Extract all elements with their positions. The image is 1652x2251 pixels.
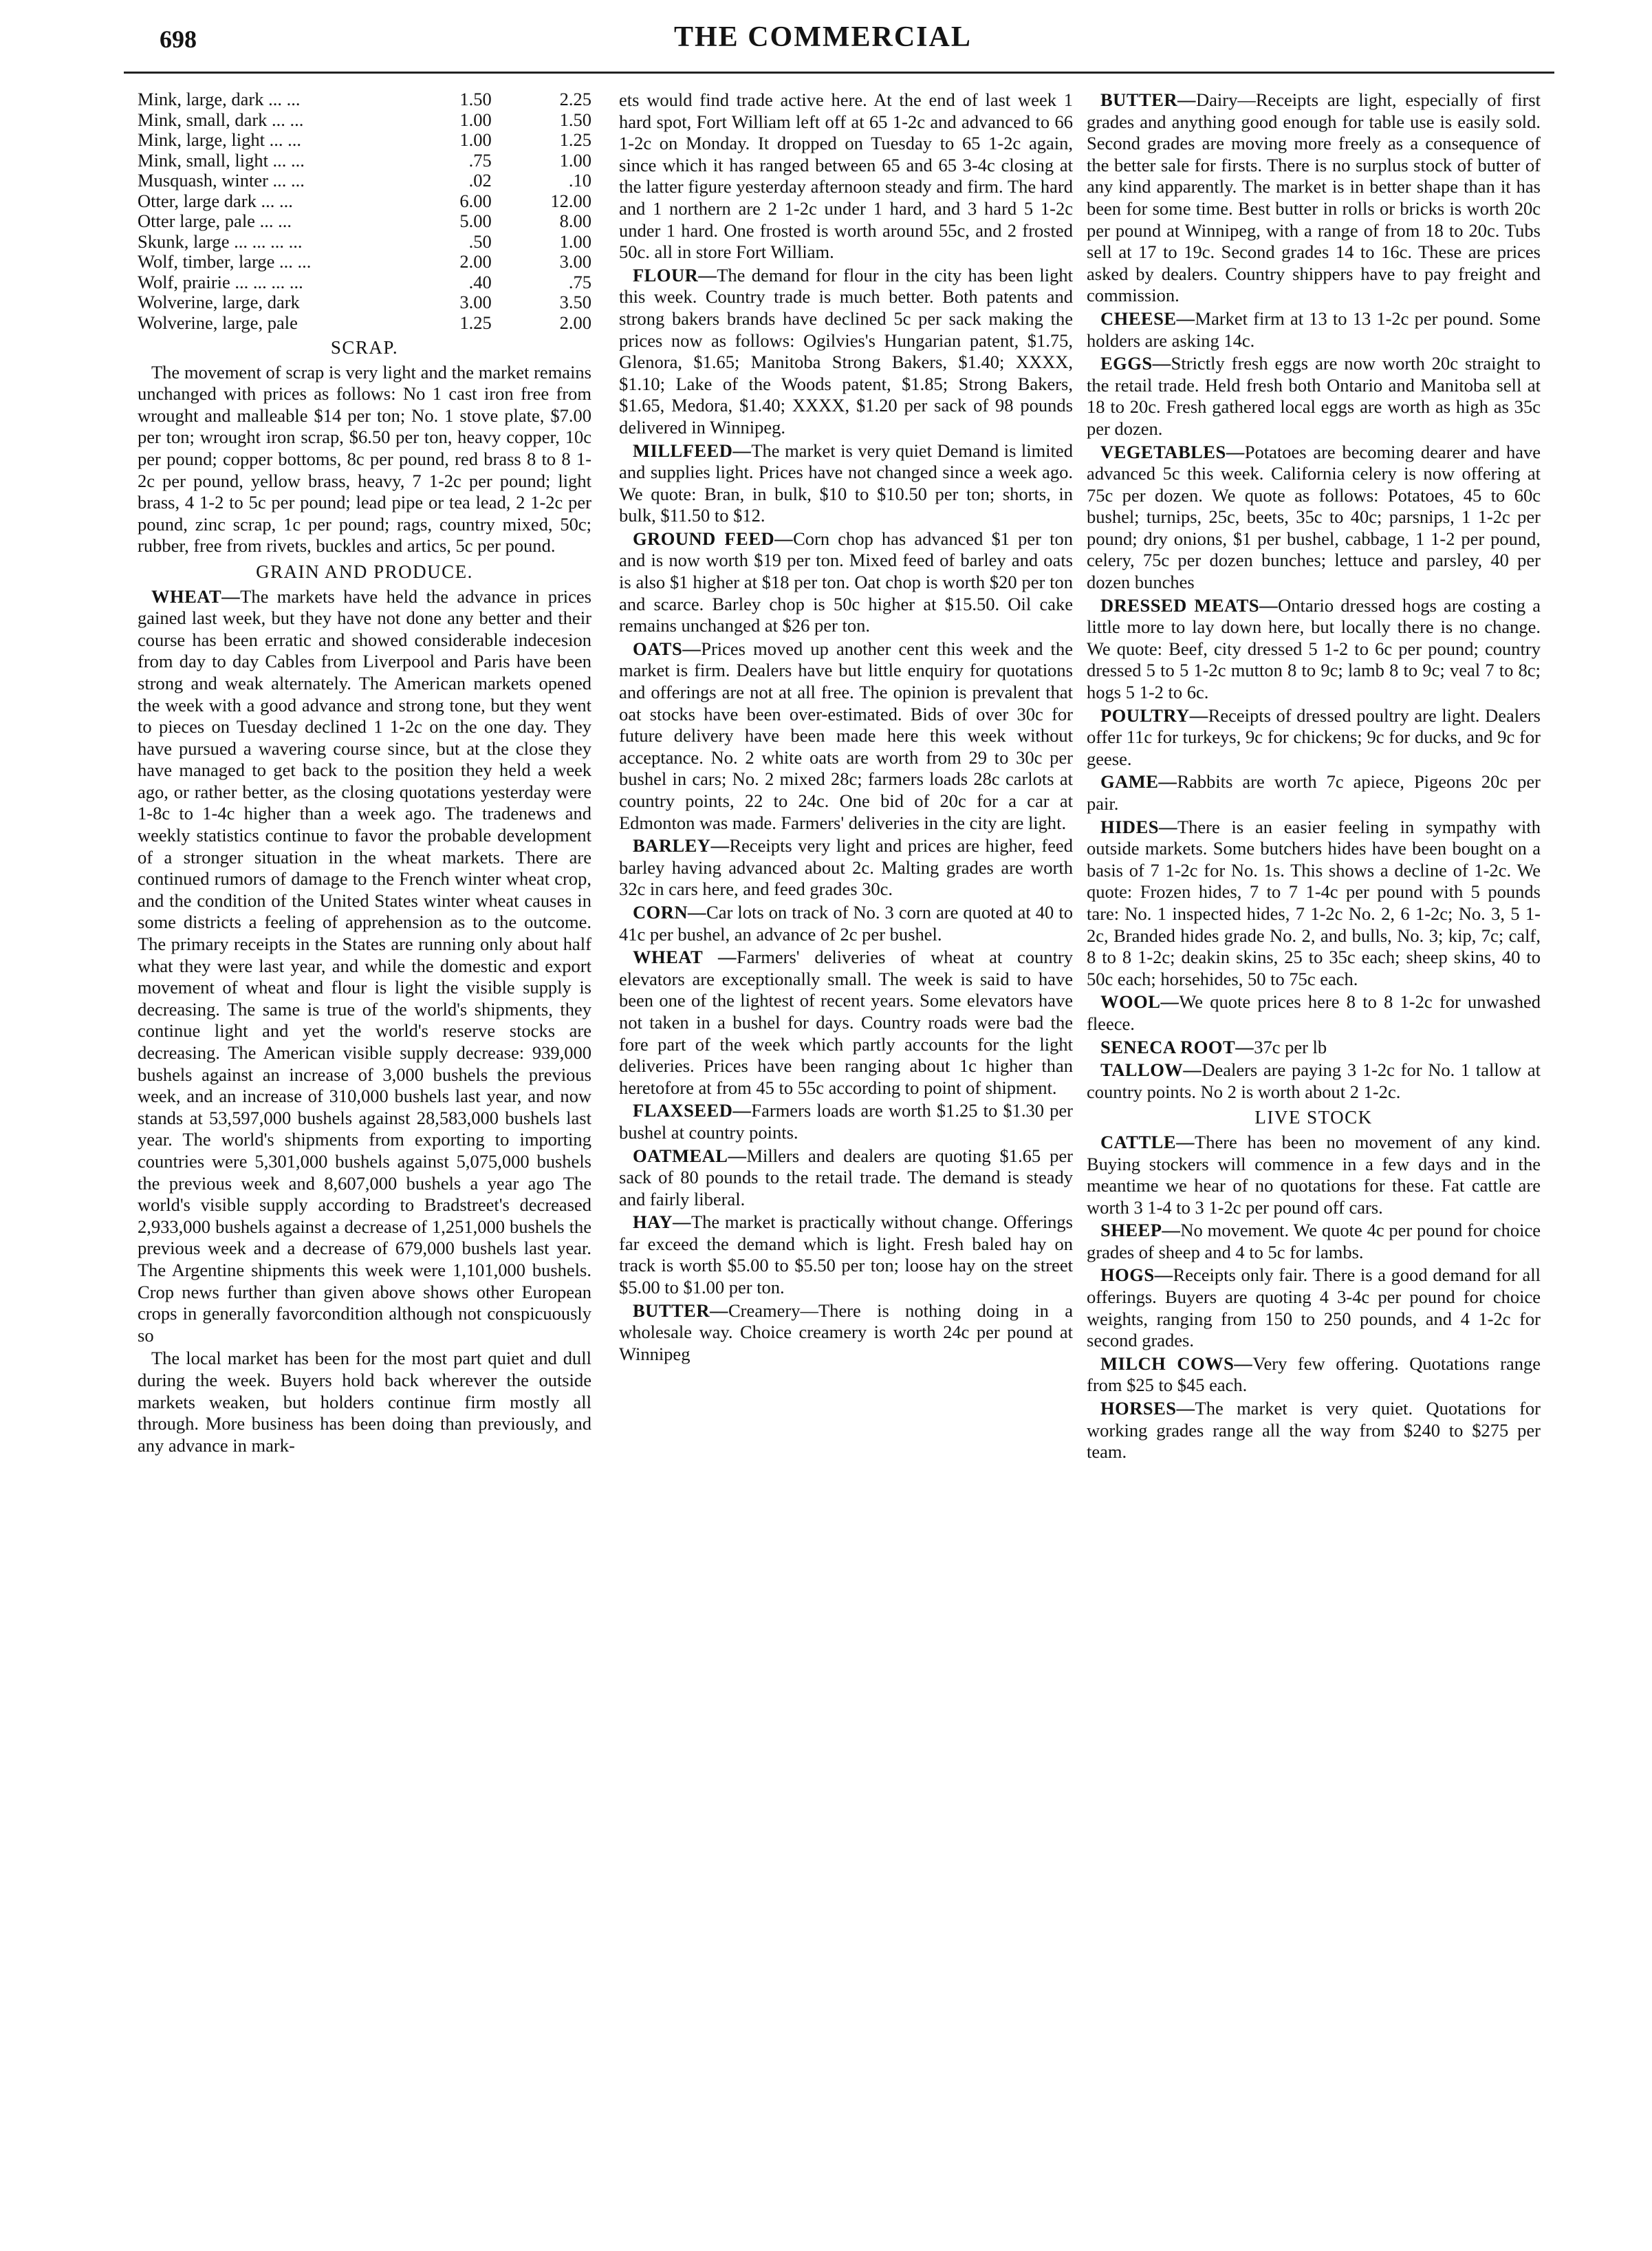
game-text: Rabbits are worth 7c apiece, Pigeons 20c per pair. <box>1087 771 1541 814</box>
game-paragraph <box>1087 771 1541 815</box>
fur-high-price: 3.00 <box>559 251 591 272</box>
wool-paragraph <box>1087 991 1541 1035</box>
cheese-text: Market firm at 13 to 13 1-2c per pound. Some holders are asking 14c. <box>1087 308 1541 351</box>
corn-lead: CORN— <box>633 901 707 923</box>
fur-item-name: Skunk, large ... ... ... ... <box>138 230 303 252</box>
cheese-lead: CHEESE— <box>1100 308 1195 329</box>
corn-paragraph <box>619 902 1073 945</box>
column-3 <box>1087 89 1541 1465</box>
seneca-root-text: 37c per lb <box>1254 1036 1327 1057</box>
fur-high-price: 3.50 <box>559 292 591 312</box>
fur-high-price: 2.00 <box>559 312 591 333</box>
eggs-text: Strictly fresh eggs are now worth 20c straight to the retail trade. Held fresh both Ontario and Manitoba sell at 18 to 20c. Fresh gathered local eggs are worth as high as 35c per dozen. <box>1087 353 1541 439</box>
fur-item-name: Mink, small, dark ... ... <box>138 109 304 130</box>
wheat-country-text: Farmers' deliveries of wheat at country elevators are exceptionally small. The week is said to have been one of the lightest of recent years. Some elevators have not taken in a bushel for days. Country roads were bad the fore part of the week which partly accounts for the light deliveries. Prices have been ranging about 1c higher than heretofore at from 45 to 55c according to point of shipment. <box>619 947 1074 1098</box>
sheep-text: No movement. We quote 4c per pound for choice grades of sheep and 4 to 5c for lambs. <box>1087 1220 1541 1262</box>
hay-text: The market is practically without change. Offerings far exceed the demand which is light. Fresh baled hay on track is worth $5.00 to $5.50 per ton; loose hay on the street $5.00 to $1.00 per ton. <box>619 1211 1073 1298</box>
column-1 <box>138 89 591 1458</box>
fur-price-row <box>138 171 591 191</box>
fur-price-table <box>138 89 591 333</box>
local-market-paragraph: The local market has been for the most part quiet and dull during the week. Buyers hold back wherever the outside markets weaken, but holders continue firm mostly all through. More business has been doing than previously, and any advance in mark- <box>138 1348 591 1456</box>
fur-price-row <box>138 191 591 212</box>
flaxseed-paragraph <box>619 1100 1073 1143</box>
cattle-lead: CATTLE— <box>1100 1131 1195 1152</box>
eggs-lead: EGGS— <box>1100 353 1171 374</box>
millfeed-text: The market is very quiet Demand is limited and supplies light. Prices have not changed since a week ago. We quote: Bran, in bulk, $10 to $10.50 per ton; shorts, in bulk, $11.50 to $12. <box>619 440 1073 526</box>
poultry-text: Receipts of dressed poultry are light. Dealers offer 11c for turkeys, 9c for chickens; 9c for ducks, and 9c for geese. <box>1087 704 1541 769</box>
seneca-root-paragraph <box>1087 1037 1541 1059</box>
wheat-country-lead: WHEAT — <box>633 947 737 968</box>
barley-text: Receipts very light and prices are higher, feed barley having advanced about 2c. Malting grades are worth 32c in cars here, and feed grades 30c. <box>619 835 1073 900</box>
vegetables-lead: VEGETABLES— <box>1100 441 1245 462</box>
scrap-heading: SCRAP. <box>330 337 399 358</box>
oatmeal-text: Millers and dealers are quoting $1.65 per sack of 80 pounds to the retail trade. The demand is steady and fairly liberal. <box>619 1145 1073 1209</box>
oats-text: Prices moved up another cent this week and the market is firm. Dealers have but little enquiry for quotations and offerings are not at all free. The opinion is prevalent that oat stocks have been over-estimated. Bids of over 30c for future delivery have been made here this week without acceptance. No. 2 white oats are worth from 29 to 30c per bushel in cars; No. 2 mixed 28c; farmers loads 28c carlots at country points, 22 to 24c. One bid of 20c for a car at Edmonton was made. Farmers' deliveries in the city are light. <box>619 638 1073 833</box>
fur-item-name: Wolf, timber, large ... ... <box>138 251 312 272</box>
seneca-root-lead: SENECA ROOT— <box>1100 1036 1254 1057</box>
live-stock-heading: LIVE STOCK <box>1254 1107 1373 1128</box>
wheat-country-paragraph <box>619 947 1073 1099</box>
oats-paragraph <box>619 638 1073 834</box>
fur-item-name: Otter large, pale ... ... <box>138 211 292 231</box>
fur-high-price: 1.25 <box>559 129 591 150</box>
hay-lead: HAY— <box>633 1211 691 1233</box>
page-number: 698 <box>160 25 197 53</box>
fur-item-name: Musquash, winter ... ... <box>138 170 305 191</box>
fur-high-price: 12.00 <box>550 190 591 211</box>
fur-low-price: .02 <box>468 170 492 191</box>
hogs-paragraph <box>1087 1264 1541 1351</box>
fur-high-price: 2.25 <box>559 89 591 109</box>
oatmeal-paragraph <box>619 1145 1073 1211</box>
ground-feed-paragraph <box>619 528 1073 637</box>
ground-feed-lead: GROUND FEED— <box>633 528 794 549</box>
fur-item-name: Otter, large dark ... ... <box>138 190 293 211</box>
butter-creamery-paragraph <box>619 1300 1073 1366</box>
cheese-paragraph <box>1087 308 1541 352</box>
ground-feed-text: Corn chop has advanced $1 per ton and is now worth $19 per ton. Mixed feed of barley and oats is also $1 higher at $18 per ton. Oat chop is worth $20 per ton and scarce. Barley chop is 50c higher at $15.50. Oil cake remains unchanged at $26 per ton. <box>619 528 1073 636</box>
game-lead: GAME— <box>1100 771 1177 793</box>
wheat-lead: WHEAT— <box>151 585 241 607</box>
fur-price-row <box>138 232 591 252</box>
fur-price-row <box>138 252 591 272</box>
eggs-paragraph <box>1087 353 1541 440</box>
tallow-paragraph <box>1087 1059 1541 1103</box>
vegetables-paragraph <box>1087 442 1541 594</box>
fur-low-price: .75 <box>468 149 492 171</box>
sheep-lead: SHEEP— <box>1100 1220 1181 1241</box>
fur-low-price: 1.00 <box>459 109 492 130</box>
fur-price-row <box>138 211 591 232</box>
butter-creamery-lead: BUTTER— <box>633 1300 728 1321</box>
fur-low-price: 1.50 <box>459 89 492 109</box>
fur-low-price: .40 <box>468 271 492 292</box>
cattle-text: There has been no movement of any kind. Buying stockers will commence in a few days and in the meantime we hear of no quotations for these. Fat cattle are worth 3 1-4 to 3 1-2c per pound off cars. <box>1087 1131 1541 1218</box>
fur-price-row <box>138 272 591 293</box>
flour-lead: FLOUR— <box>633 264 717 286</box>
fur-low-price: .50 <box>468 230 492 252</box>
fur-item-name: Mink, large, dark ... ... <box>138 89 301 109</box>
fur-low-price: 5.00 <box>459 211 492 231</box>
fur-high-price: .10 <box>568 170 591 191</box>
tallow-text: Dealers are paying 3 1-2c for No. 1 tallow at country points. No 2 is worth about 2 1-2c. <box>1087 1059 1541 1102</box>
fur-item-name: Wolverine, large, dark <box>138 292 300 312</box>
horses-paragraph <box>1087 1398 1541 1463</box>
fur-high-price: 1.00 <box>559 149 591 171</box>
fur-low-price: 6.00 <box>459 190 492 211</box>
millfeed-paragraph <box>619 440 1073 527</box>
fur-price-row <box>138 110 591 131</box>
barley-lead: BARLEY— <box>633 835 730 857</box>
horses-lead: HORSES— <box>1100 1398 1195 1419</box>
wool-lead: WOOL— <box>1100 991 1180 1013</box>
column-2 <box>619 89 1073 1366</box>
vegetables-text: Potatoes are becoming dearer and have advanced 5c this week. California celery is now offering at 75c per dozen. We quote as follows: Potatoes, 45 to 60c bushel; turnips, 25c, beets, 35c to 40c; parsnips, 1 1-2c per pound; dry onions, $1 per bushel, cabbage, 1 1-2 per pound, celery, 75c per dozen bunches; lettuce and parsley, 40 per dozen bunches <box>1087 441 1541 593</box>
header-rule <box>124 72 1554 74</box>
sheep-paragraph <box>1087 1220 1541 1263</box>
flaxseed-text: Farmers loads are worth $1.25 to $1.30 per bushel at country points. <box>619 1100 1073 1143</box>
fur-item-name: Wolverine, large, pale <box>138 312 298 333</box>
butter-creamery-text: Creamery—There is nothing doing in a wholesale way. Choice creamery is worth 24c per pound at Winnipeg <box>619 1300 1073 1364</box>
oats-lead: OATS— <box>633 638 702 659</box>
tallow-lead: TALLOW— <box>1100 1059 1202 1081</box>
flour-paragraph <box>619 265 1073 439</box>
milch-cows-paragraph <box>1087 1353 1541 1397</box>
fur-high-price: .75 <box>568 271 591 292</box>
fur-price-row <box>138 151 591 171</box>
fur-price-row <box>138 292 591 313</box>
hogs-lead: HOGS— <box>1100 1264 1173 1286</box>
dressed-meats-text: Ontario dressed hogs are costing a little more to lay down here, but locally there is no change. We quote: Beef, city dressed 5 1-2 to 6c per pound; country dressed 5 to 5 1-2c mutton 8 to 9c; lamb 8 to 9c; veal 7 to 8c; hogs 5 1-2 to 6c. <box>1087 594 1541 703</box>
fur-item-name: Mink, small, light ... ... <box>138 149 305 171</box>
fur-high-price: 8.00 <box>559 211 591 231</box>
fur-high-price: 1.00 <box>559 230 591 252</box>
fur-price-row <box>138 89 591 110</box>
hay-paragraph <box>619 1211 1073 1298</box>
fur-high-price: 1.50 <box>559 109 591 130</box>
wheat-text: The markets have held the advance in prices gained last week, but they have not done any better and their course has been erratic and showed considerable indecesion from day to day Cables from Liverpool and Paris have been strong and weak alternately. The American markets opened the week with a good advance and strong tone, but they went to pieces on Tuesday declined 1 1-2c on the one day. They have pursued a wavering course since, but at the close they have managed to get back to the position they held a week ago, or rather better, as the closing quotations yesterday were 1-8c to 1-4c higher than a week ago. The tradenews and weekly statistics continue to favor the probable development of a stronger situation in the wheat markets. There are continued rumors of damage to the French winter wheat crop, and the condition of the United States winter wheat causes in some districts a feeling of apprehension as to the outcome. The primary receipts in the States are running only about half what they were last year, and while the domestic and export movement of wheat and flour is light the visible supply is decreasing. The same is true of the world's shipments, they continue light and yet the world's reserve stocks are decreasing. The American visible supply decrease: 939,000 bushels against an increase of 3,000 bushels the previous week, and an increase of 310,000 bushels last year, and now stands at 53,597,000 bushels against 28,583,000 bushels last year. The world's shipments from exporting to importing countries were 5,301,000 bushels against 5,075,000 bushels the previous week and 8,607,000 bushels a year ago The world's visible supply according to Bradstreet's decreased 2,933,000 bushels against a decrease of 1,251,000 bushels the previous week and a decrease of 679,000 bushels last year. The Argentine shipments this week were 1,101,000 bushels. Crop news further than given above shows other European crops in generally favorcondition although not conspicuously so <box>138 585 591 1346</box>
milch-cows-lead: MILCH COWS— <box>1100 1353 1253 1374</box>
butter-dairy-text: Dairy—Receipts are light, especially of first grades and anything good enough for table use is easily sold. Second grades are moving more freely as a consequence of the better sale for firsts. There is no surplus stock of butter of any kind apparently. The market is in better shape than it has been for some time. Best butter in rolls or bricks is worth 20c per pound at Winnipeg, with a range of from 18 to 20c. Tubs sell at 17 to 19c. Second grades 14 to 16c. These are prices asked by dealers. Country shippers have to pay freight and commission. <box>1087 89 1541 306</box>
wheat-continued-paragraph: ets would find trade active here. At the end of last week 1 hard spot, Fort William left off at 65 1-2c and advanced to 66 1-2c on Monday. It dropped on Tuesday to 65 1-2c again, since which it has ranged between 65 and 65 3-4c closing at the latter figure yesterday afternoon steady and firm. The hard and 1 northern are 2 1-2c under 1 hard, and 3 hard 5 1-2c under 1 hard. One frosted is worth around 55c, and 2 frosted 50c. all in store Fort William. <box>619 89 1073 263</box>
hides-text: There is an easier feeling in sympathy with outside markets. Some butchers hides have been bought on a basis of 7 1-2c for No. 1s. This shows a decline of 1-2c. We quote: Frozen hides, 7 to 7 1-4c per pound with 5 pounds tare: No. 1 inspected hides, 7 1-2c No. 2, 6 1-2c; No. 3, 5 1-2c, Branded hides grade No. 2, and bulls, No. 3; kip, 7c; calf, 8 to 8 1-2c; deakin skins, 25 to 35c each; sheep skins, 40 to 50c each; horsehides, 50 to 75c each. <box>1087 816 1541 989</box>
scrap-paragraph: The movement of scrap is very light and the market remains unchanged with prices as follows: No 1 cast iron free from wrought and malleable $14 per ton; No. 1 stove plate, $7.00 per ton; wrought iron scrap, $6.50 per ton, heavy copper, 10c per pound; copper bottoms, 8c per pound, red brass 8 to 8 1-2c per pound, yellow brass, heavy, 7 1-2c per pound; light brass, 4 1-2 to 5c per pound; lead pipe or tea lead, 2 1-2c per pound, zinc scrap, 1c per pound; rags, country mixed, 50c; rubber, free from rivets, buckles and artics, 5c per pound. <box>138 361 591 557</box>
fur-price-row <box>138 313 591 334</box>
fur-item-name: Wolf, prairie ... ... ... ... <box>138 271 303 292</box>
fur-price-row <box>138 130 591 151</box>
butter-dairy-lead: BUTTER— <box>1100 89 1196 110</box>
fur-low-price: 3.00 <box>459 292 492 312</box>
hides-lead: HIDES— <box>1100 816 1177 837</box>
page-title: THE COMMERCIAL <box>674 21 972 53</box>
flaxseed-lead: FLAXSEED— <box>633 1100 752 1121</box>
corn-text: Car lots on track of No. 3 corn are quoted at 40 to 41c per bushel, an advance of 2c per bushel. <box>619 901 1073 945</box>
grain-produce-heading: GRAIN AND PRODUCE. <box>256 561 473 582</box>
poultry-lead: POULTRY— <box>1100 704 1208 726</box>
dressed-meats-paragraph <box>1087 595 1541 704</box>
poultry-paragraph <box>1087 705 1541 771</box>
wool-text: We quote prices here 8 to 8 1-2c for unwashed fleece. <box>1087 991 1541 1034</box>
dressed-meats-lead: DRESSED MEATS— <box>1100 594 1279 616</box>
milch-cows-text: Very few offering. Quotations range from $25 to $45 each. <box>1087 1353 1541 1396</box>
oatmeal-lead: OATMEAL— <box>633 1145 747 1166</box>
barley-paragraph <box>619 835 1073 901</box>
wheat-paragraph <box>138 586 591 1347</box>
flour-text: The demand for flour in the city has been light this week. Country trade is much better. Both patents and strong bakers brands have declined 5c per sack making the prices now as follows: Ogilvies's Hungarian patent, $1.75, Glenora, $1.65; Manitoba Strong Bakers, $1.40; XXXX, $1.10; Lake of the Woods patent, $1.85; Strong Bakers, $1.65, Medora, $1.40; XXXX, $1.20 per sack of 98 pounds delivered in Winnipeg. <box>619 264 1073 438</box>
butter-dairy-paragraph <box>1087 89 1541 307</box>
horses-text: The market is very quiet. Quotations for working grades range all the way from $240 to $275 per team. <box>1087 1398 1541 1463</box>
hogs-text: Receipts only fair. There is a good demand for all offerings. Buyers are quoting 4 3-4c per pound for choice weights, ranging from 150 to 250 pounds, and 4 1-2c for second grades. <box>1087 1264 1541 1351</box>
fur-low-price: 2.00 <box>459 251 492 272</box>
fur-item-name: Mink, large, light ... ... <box>138 129 301 150</box>
fur-low-price: 1.00 <box>459 129 492 150</box>
hides-paragraph <box>1087 817 1541 991</box>
millfeed-lead: MILLFEED— <box>633 440 752 461</box>
fur-low-price: 1.25 <box>459 312 492 333</box>
cattle-paragraph <box>1087 1132 1541 1218</box>
